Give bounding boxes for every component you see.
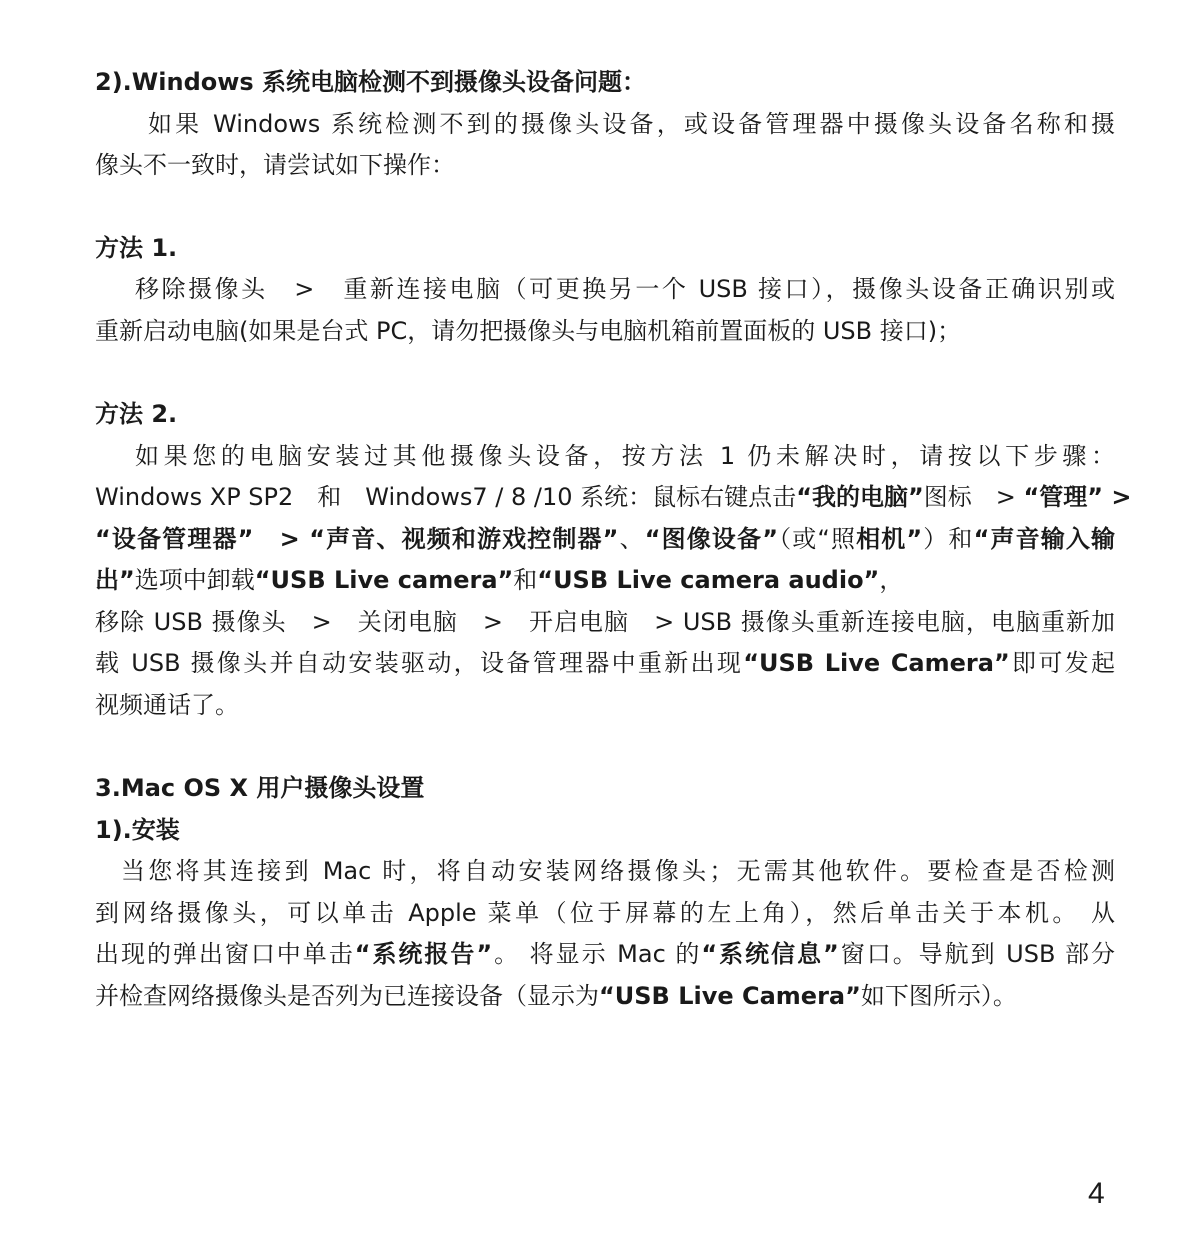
text-run: ）和 (922, 524, 974, 553)
method-2-heading: 方法 2. (95, 400, 178, 428)
text-run: ， (879, 566, 904, 594)
bold-run: 出” (95, 566, 135, 594)
page-number: 4 (1088, 1177, 1105, 1210)
method-2-line-3 (95, 519, 1115, 561)
bold-run: “系统报告” (354, 940, 493, 968)
method-1-line-1: 移除摄像头 > 重新连接电脑（可更换另一个 USB 接口），摄像头设备正确识别或 (135, 275, 1115, 303)
section-3-line-4 (95, 976, 1115, 1018)
bold-run: “USB Live camera” (254, 566, 514, 594)
section-3-subheading: 1).安装 (95, 815, 180, 844)
method-2-line-1: 如果您的电脑安装过其他摄像头设备，按方法 1 仍未解决时，请按以下步骤： (135, 441, 1115, 470)
text-run: 如下图所示）。 (860, 981, 1017, 1010)
text-run: 和 (513, 566, 538, 594)
bold-run: “USB Live camera audio” (537, 566, 880, 594)
text-run: 即可发起 (1009, 649, 1115, 677)
section-2-intro-line-1: 如果 Windows 系统检测不到的摄像头设备，或设备管理器中摄像头设备名称和摄 (148, 109, 1115, 138)
bold-run: “系统信息” (701, 940, 839, 968)
method-2-line-5: 移除 USB 摄像头 > 关闭电脑 > 开启电脑 > USB 摄像头重新连接电脑，电脑重新加 (95, 607, 1115, 636)
method-2-line-4 (95, 560, 1115, 602)
section-2-heading: 2).Windows 系统电脑检测不到摄像头设备问题： (95, 68, 647, 96)
bold-run: “声音输入输 (973, 524, 1116, 553)
bold-run: “管理” > (1023, 483, 1132, 511)
section-3-line-1: 当您将其连接到 Mac 时，将自动安装网络摄像头；无需其他软件。要检查是否检测 (121, 857, 1115, 885)
section-2-intro-line-2: 像头不一致时，请尝试如下操作： (95, 151, 455, 179)
method-1-line-2: 重新启动电脑(如果是台式 PC，请勿把摄像头与电脑机箱前置面板的 USB 接口)； (95, 316, 962, 345)
text-run: 。 将显示 Mac 的 (492, 940, 702, 968)
text-run: 选项中卸载 (134, 566, 255, 594)
method-1-heading: 方法 1. (95, 233, 178, 262)
method-2-line-7: 视频通话了。 (95, 690, 239, 719)
section-3-line-2: 到网络摄像头，可以单击 Apple 菜单（位于屏幕的左上角），然后单击关于本机。 从 (95, 898, 1115, 927)
text-run: Windows XP SP2 和 Windows7 / 8 /10 系统：鼠标右键点击 (95, 483, 797, 511)
text-run: 载 USB 摄像头并自动安装驱动，设备管理器中重新出现 (95, 649, 744, 677)
bold-run: “我的电脑” (796, 483, 924, 511)
text-run: 窗口。导航到 USB 部分 (838, 940, 1116, 968)
bold-run: “USB Live Camera” (743, 649, 1010, 677)
bold-run: “声音、视频和游戏控制器” (309, 524, 619, 553)
method-2-line-6 (95, 643, 1115, 685)
text-run: 并检查网络摄像头是否列为已连接设备（显示为 (95, 981, 599, 1010)
text-run: 图标 > (923, 483, 1024, 511)
bold-run: “图像设备” (644, 524, 778, 553)
text-run: 、 (618, 524, 645, 553)
bold-run: “设备管理器” > (95, 524, 310, 553)
section-3-line-3 (95, 934, 1115, 976)
section-3-heading: 3.Mac OS X 用户摄像头设置 (95, 774, 425, 802)
document-page (95, 62, 1132, 1017)
method-2-line-2 (95, 477, 1132, 519)
bold-run: 相机” (856, 524, 923, 553)
bold-run: “USB Live Camera” (599, 981, 861, 1010)
text-run: （或“照 (777, 524, 857, 553)
text-run: 出现的弹出窗口中单击 (95, 940, 355, 968)
